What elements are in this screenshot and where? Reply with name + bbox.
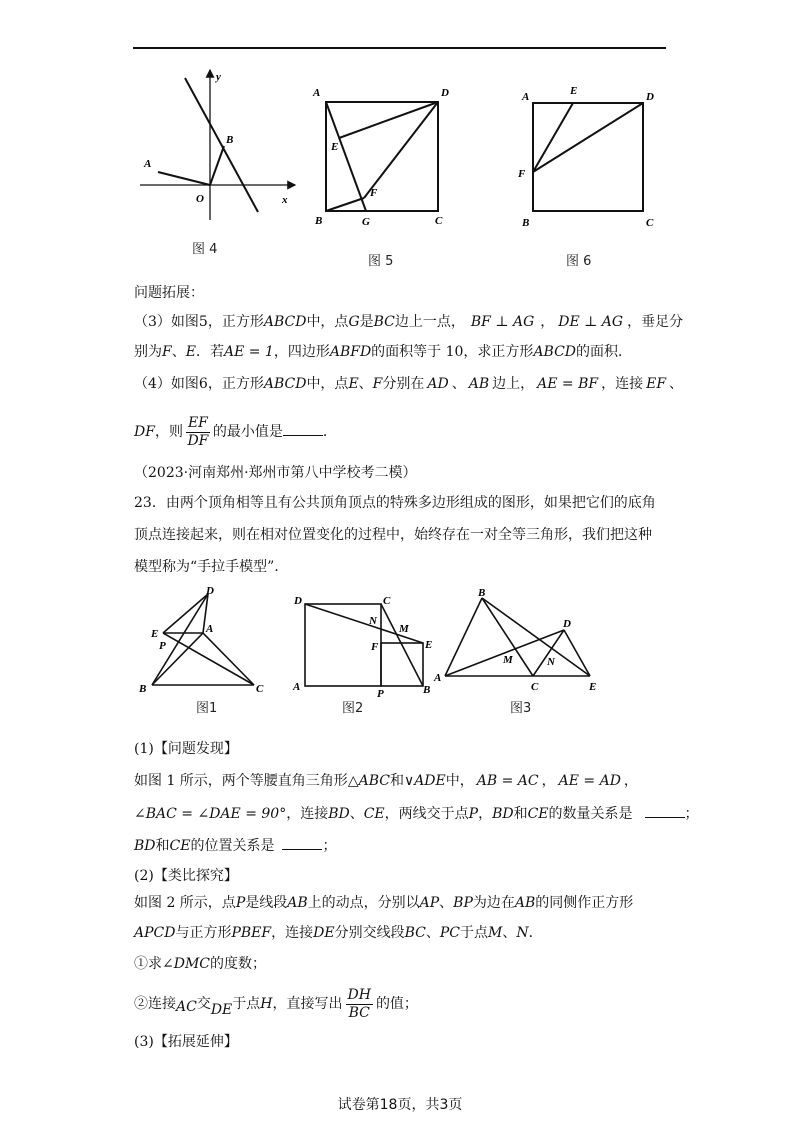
segment-ob [210,146,224,185]
source-note: （2023·河南郑州·郑州市第八中学校考二模） [134,465,417,481]
label-m: M [399,623,409,635]
label-d: D [294,595,302,607]
label-a: A [293,681,301,693]
label-o: O [196,193,204,205]
figure-2 [285,590,445,700]
label-a: A [144,158,152,170]
q3-line-2: 别为F、E．若AE = 1，四边形ABFD的面积等于 10，求正方形ABCD的面积． [134,344,633,360]
label-p: P [377,688,384,700]
label-b: B [315,215,323,227]
label-a: A [522,91,530,103]
segment-ao [158,172,210,185]
q4-line-1: （4）如图6，正方形ABCD中，点E、F分别在 AD 、 AB 边上， AE = BF ，连接 EF 、 [134,376,684,392]
segment-bf [326,198,364,211]
q23-intro-line-2: 顶点连接起来，则在相对位置变化的过程中，始终存在一对全等三角形，我们把这种 [134,527,652,543]
label-e: E [589,681,597,693]
figure-6-drawing [510,80,670,230]
figure-3-caption: 图3 [510,701,532,716]
label-d: D [441,87,449,99]
label-y: y [216,71,221,83]
label-a: A [206,623,214,635]
answer-blank-position[interactable] [282,835,322,850]
part2-question-b: ②连接AC交DE于点H，直接写出 $\frac{DH}{BC}$ 的值； [134,986,418,1021]
figure-1-drawing [130,580,280,700]
label-f: F [371,641,379,653]
square-abcd [326,102,438,211]
figure-1 [130,580,280,700]
part2-line-1: 如图 2 所示，点P是线段AB上的动点，分别以AP、BP为边在AB的同侧作正方形 [134,895,634,911]
header-rule [133,47,666,49]
label-e: E [151,628,159,640]
label-e: E [570,85,578,97]
q23-intro-line-1: 23．由两个顶角相等且有公共顶角顶点的特殊多边形组成的图形，如果把它们的底角 [134,495,656,511]
part1-line-1: 如图 1 所示，两个等腰直角三角形△ABC和∨ADE中， AB = AC ， AE = AD ， [134,773,638,789]
label-a: A [313,87,321,99]
label-c: C [383,595,391,607]
label-c: C [531,681,539,693]
figure-5-drawing [305,80,465,230]
section-title: 问题拓展： [134,285,204,301]
label-c: C [256,683,264,695]
segment-df [533,103,643,172]
figure-4 [130,60,300,260]
part3-title: (3)【拓展延伸】 [134,1034,238,1050]
q23-intro-line-3: 模型称为“手拉手模型”． [134,559,289,575]
part2-title: (2)【类比探究】 [134,868,238,884]
label-n: N [369,615,377,627]
figure-5 [305,80,465,230]
label-e: E [425,639,433,651]
label-n: N [547,656,555,668]
figure-4-drawing [130,60,300,260]
square-abcd [533,103,643,211]
figure-4-caption: 图 4 [192,242,218,257]
label-e: E [331,141,339,153]
label-b: B [478,587,486,599]
label-g: G [362,216,370,228]
label-x: x [282,194,288,206]
fraction-dh-bc: $\frac{DH}{BC}$ [347,986,371,1021]
label-f: F [518,168,526,180]
figure-3-drawing [430,580,610,700]
answer-blank-quantity[interactable] [645,803,685,818]
figure-5-caption: 图 5 [368,254,394,269]
part1-line-3: BD和CE的位置关系是 ； [134,835,336,856]
figure-2-caption: 图2 [342,701,364,716]
label-b: B [139,683,147,695]
part2-question-a: ①求∠DMC的度数； [134,956,267,972]
label-b: B [522,217,530,229]
label-d: D [646,91,654,103]
label-p: P [159,640,166,652]
part1-title: (1)【问题发现】 [134,741,238,757]
figure-6 [510,80,670,230]
figure-1-caption: 图1 [196,701,218,716]
label-d: D [563,618,571,630]
segment-ef [533,103,573,172]
figure-6-caption: 图 6 [566,254,592,269]
q4-line-2: DF，则 $\frac{EF}{DF}$ 的最小值是 ． [134,414,337,449]
label-b: B [226,134,234,146]
fraction-ef-df: $\frac{EF}{DF}$ [187,414,209,449]
answer-blank[interactable] [283,421,323,436]
label-d: D [206,585,214,597]
figure-2-drawing [285,590,445,700]
line-ab [185,78,258,212]
page-footer: 试卷第18页，共3页 [337,1097,463,1113]
part2-line-2: APCD与正方形PBEF，连接DE分别交线段BC、PC于点M、N． [134,925,543,941]
label-c: C [646,217,654,229]
label-b: B [423,684,431,696]
label-f: F [370,187,378,199]
segment-ag [326,102,366,211]
label-c: C [435,215,443,227]
label-a: A [434,672,442,684]
figure-3 [430,580,610,700]
label-m: M [503,654,513,666]
part1-line-2: ∠BAC = ∠DAE = 90°，连接BD、CE，两线交于点P，BD和CE的数量关系是 ； [134,803,699,824]
q3-line-1: （3）如图5，正方形ABCD中，点G是BC边上一点， BF ⊥ AG ， DE ⊥ AG ，垂足分 [134,314,684,330]
